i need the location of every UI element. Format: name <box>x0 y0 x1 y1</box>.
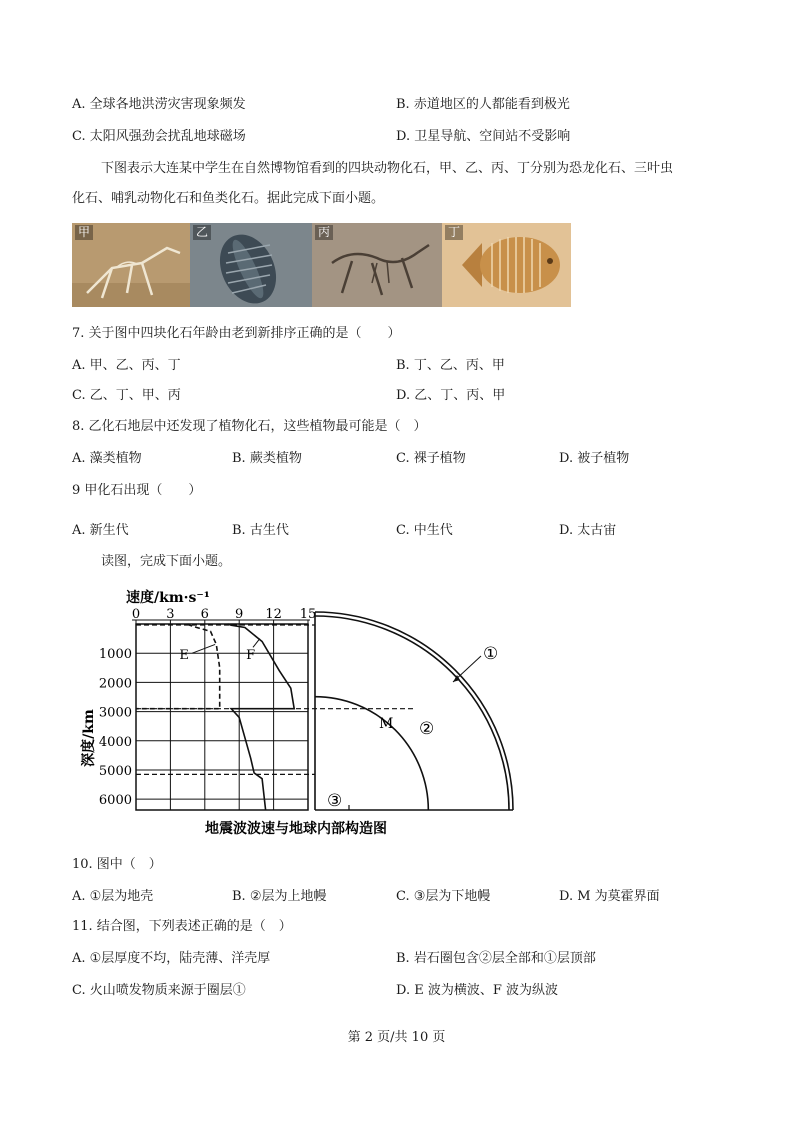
q8-option-b: B. 蕨类植物 <box>232 451 302 466</box>
q7-option-a: A. 甲、乙、丙、丁 <box>72 358 181 373</box>
series-line-f <box>228 624 295 810</box>
y-tick-label: 5000 <box>98 763 132 779</box>
series-label-f: F <box>246 648 256 664</box>
x-tick-label: 3 <box>166 607 175 622</box>
layer-label-2: ② <box>419 719 435 739</box>
q10-option-d: D. M 为莫霍界面 <box>559 889 660 904</box>
x-tick-label: 12 <box>265 607 282 622</box>
fossil-jia-tag: 甲 <box>75 225 93 240</box>
x-tick-label: 15 <box>299 607 317 622</box>
q8-option-c: C. 裸子植物 <box>396 451 466 466</box>
series-leader-e <box>192 644 215 653</box>
x-tick-label: 6 <box>200 607 209 622</box>
page-number-footer: 第 2 页/共 10 页 <box>347 1030 446 1045</box>
q10-option-c: C. ③层为下地幔 <box>396 889 491 904</box>
series-leader-f <box>253 639 260 648</box>
x-axis-label: 速度/km·s⁻¹ <box>126 590 210 606</box>
y-tick-label: 2000 <box>98 676 132 692</box>
q11-option-c: C. 火山喷发物质来源于圈层① <box>72 983 246 998</box>
layer-label-3: ③ <box>327 791 343 811</box>
q7-option-b: B. 丁、乙、丙、甲 <box>396 358 505 373</box>
figure-caption: 地震波波速与地球内部构造图 <box>205 821 387 837</box>
fossil-bing-photo <box>312 223 442 307</box>
q6-option-c: C. 太阳风强劲会扰乱地球磁场 <box>72 129 246 144</box>
q9-option-d: D. 太古宙 <box>559 523 617 538</box>
quadrant-outer-arc <box>315 612 513 810</box>
crust-arc <box>315 616 509 810</box>
q10-option-a: A. ①层为地壳 <box>72 889 154 904</box>
plot-frame <box>136 624 308 810</box>
intro-paragraph-line2: 化石、哺乳动物化石和鱼类化石。据此完成下面小题。 <box>72 191 385 206</box>
series-label-e: E <box>179 648 189 664</box>
y-axis-label: 深度/km <box>81 709 97 767</box>
q11-option-a: A. ①层厚度不均，陆壳薄、洋壳厚 <box>72 951 271 966</box>
intro-paragraph-line1: 下图表示大连某中学生在自然博物馆看到的四块动物化石，甲、乙、丙、丁分别为恐龙化石、三叶虫 <box>101 161 674 176</box>
q8-stem: 8. 乙化石地层中还发现了植物化石，这些植物最可能是（ ） <box>72 419 427 434</box>
x-tick-label: 0 <box>131 607 141 622</box>
q9-option-c: C. 中生代 <box>396 523 453 538</box>
fossil-yi-tag: 乙 <box>193 225 211 240</box>
intro-paragraph-2: 读图，完成下面小题。 <box>101 554 232 569</box>
x-tick-label: 9 <box>235 607 244 622</box>
y-tick-label: 6000 <box>98 793 132 809</box>
q8-option-d: D. 被子植物 <box>559 451 630 466</box>
q9-option-a: A. 新生代 <box>72 523 129 538</box>
q7-option-d: D. 乙、丁、丙、甲 <box>396 388 506 403</box>
q10-option-b: B. ②层为上地幔 <box>232 889 327 904</box>
fossil-bing-tag: 丙 <box>315 225 333 240</box>
y-tick-label: 3000 <box>98 705 132 721</box>
q6-option-b: B. 赤道地区的人都能看到极光 <box>396 97 570 112</box>
seismic-figure <box>68 588 528 843</box>
q6-option-d: D. 卫星导航、空间站不受影响 <box>396 129 571 144</box>
q7-option-c: C. 乙、丁、甲、丙 <box>72 388 181 403</box>
fossil-ding-photo <box>442 223 571 307</box>
fossil-ding-tag: 丁 <box>445 225 463 240</box>
series-line-e <box>136 624 220 709</box>
layer-label-1: ① <box>483 644 499 664</box>
q8-option-a: A. 藻类植物 <box>72 451 142 466</box>
q7-stem: 7. 关于图中四块化石年龄由老到新排序正确的是（ ） <box>72 326 401 341</box>
q6-option-a: A. 全球各地洪涝灾害现象频发 <box>72 97 246 112</box>
earth-structure-quadrant <box>315 612 513 811</box>
q10-stem: 10. 图中（ ） <box>72 857 162 872</box>
q9-option-b: B. 古生代 <box>232 523 289 538</box>
q9-stem: 9 甲化石出现（ ） <box>72 483 202 498</box>
y-tick-label: 1000 <box>98 647 132 663</box>
y-tick-label: 4000 <box>98 734 132 750</box>
fossil-photo-strip <box>72 223 571 307</box>
q11-stem: 11. 结合图，下列表述正确的是（ ） <box>72 919 292 934</box>
q11-option-d: D. E 波为横波、F 波为纵波 <box>396 983 558 998</box>
fossil-yi-photo <box>190 223 312 307</box>
fossil-jia-photo <box>72 223 190 307</box>
boundary-label-m: M <box>379 716 394 732</box>
q11-option-b: B. 岩石圈包含②层全部和①层顶部 <box>396 951 596 966</box>
